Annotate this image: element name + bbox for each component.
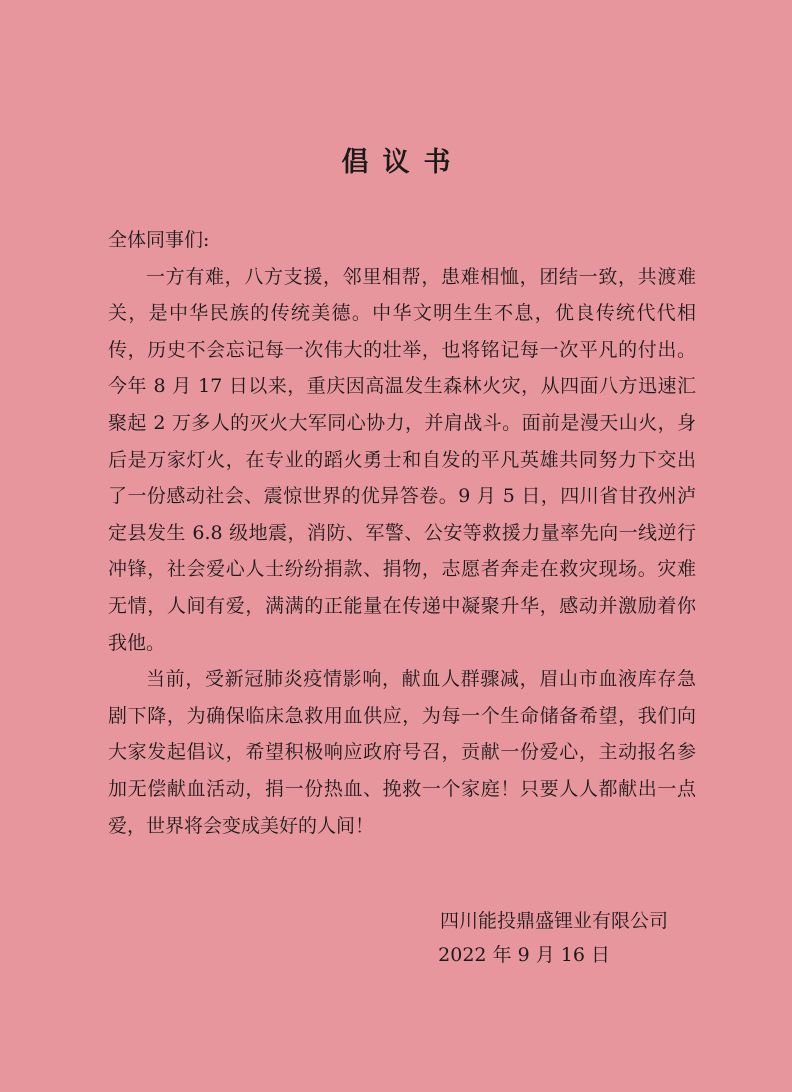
company-name: 四川能投鼎盛锂业有限公司 [439, 910, 668, 932]
greeting: 全体同事们: [108, 229, 210, 251]
paragraph-1: 一方有难，八方支援，邻里相帮，患难相恤，团结一致，共渡难关，是中华民族的传统美德。中华文明生生不息，优良传统代代相传，历史不会忘记每一次伟大的壮举，也将铭记每一次平凡的付出。今年 8 月 17 日以来，重庆因高温发生森林火灾，从四面八方迅速汇聚起 2 万多人的灭火大军同心协力，并肩战斗。面前是漫天山火，身后是万家灯火，在专业的蹈火勇士和自发的平凡英雄共同努力下交出了一份感动社会、震惊世界的优异答卷。9 月 5 日，四川省甘孜州泸定县发生 6.8 级地震，消防、军警、公安等救援力量率先向一线逆行冲锋，社会爱心人士纷纷捐款、捐物，志愿者奔走在救灾现场。灾难无情，人间有爱，满满的正能量在传递中凝聚升华，感动并激励着你我他。 [108, 265, 696, 654]
signature-block [400, 904, 680, 972]
page-title: 倡议书 [341, 147, 465, 178]
paragraph-2: 当前，受新冠肺炎疫情影响，献血人群骤减，眉山市血液库存急剧下降，为确保临床急救用血供应，为每一个生命储备希望，我们向大家发起倡议，希望积极响应政府号召，贡献一份爱心，主动报名参加无偿献血活动，捐一份热血、挽救一个家庭！只要人人都献出一点爱，世界将会变成美好的人间！ [108, 668, 696, 837]
signature-date: 2022 年 9 月 16 日 [438, 944, 610, 966]
letter-body [108, 222, 696, 844]
